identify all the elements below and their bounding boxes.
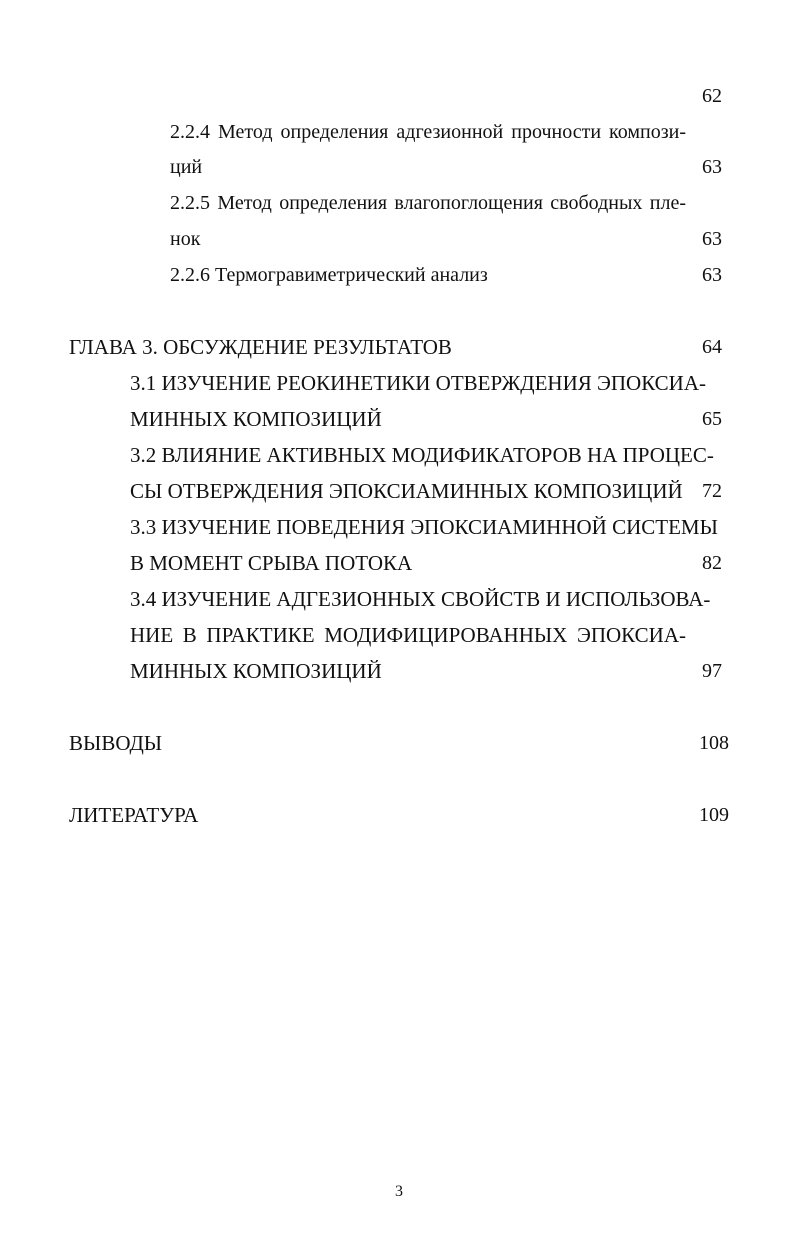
toc-entry-2-2-6: 2.2.6 Термогравиметрический анализ — [170, 264, 488, 286]
toc-chapter-3: ГЛАВА 3. ОБСУЖДЕНИЕ РЕЗУЛЬТАТОВ — [69, 335, 452, 359]
toc-entry-3-4-line2: НИЕ В ПРАКТИКЕ МОДИФИЦИРОВАННЫХ ЭПОКСИА- — [130, 623, 686, 647]
toc-page-number: 72 — [702, 480, 722, 502]
toc-entry-3-2-line1: 3.2 ВЛИЯНИЕ АКТИВНЫХ МОДИФИКАТОРОВ НА ПРОЦЕС- — [130, 443, 714, 467]
toc-page-number: 108 — [699, 732, 729, 754]
toc-entry-2-2-5-line1: 2.2.5 Метод определения влагопоглощения свободных пле- — [170, 192, 686, 214]
toc-entry-3-3-line2: В МОМЕНТ СРЫВА ПОТОКА — [130, 551, 413, 575]
toc-page-number: 63 — [702, 156, 722, 178]
toc-entry-2-2-5-line2: нок — [170, 228, 201, 250]
toc-entry-2-2-4-line2: ций — [170, 156, 203, 178]
toc-entry-3-4-line1: 3.4 ИЗУЧЕНИЕ АДГЕЗИОННЫХ СВОЙСТВ И ИСПОЛЬЗОВА- — [130, 587, 711, 611]
toc-conclusions: ВЫВОДЫ — [69, 731, 163, 755]
toc-page-number: 64 — [702, 336, 722, 358]
toc-literature: ЛИТЕРАТУРА — [69, 803, 199, 827]
toc-entry-3-2-line2: СЫ ОТВЕРЖДЕНИЯ ЭПОКСИАМИННЫХ КОМПОЗИЦИЙ — [130, 479, 683, 503]
toc-page-number: 65 — [702, 408, 722, 430]
toc-page-number: 62 — [702, 85, 722, 107]
toc-page-number: 109 — [699, 804, 729, 826]
toc-page-number: 63 — [702, 264, 722, 286]
toc-entry-3-4-line3: МИННЫХ КОМПОЗИЦИЙ — [130, 659, 382, 683]
toc-page-number: 97 — [702, 660, 722, 682]
toc-entry-3-3-line1: 3.3 ИЗУЧЕНИЕ ПОВЕДЕНИЯ ЭПОКСИАМИННОЙ СИСТЕМЫ — [130, 515, 718, 539]
toc-entry-2-2-4-line1: 2.2.4 Метод определения адгезионной прочности компози- — [170, 121, 686, 143]
toc-entry-3-1-line1: 3.1 ИЗУЧЕНИЕ РЕОКИНЕТИКИ ОТВЕРЖДЕНИЯ ЭПОКСИА- — [130, 371, 707, 395]
toc-entry-3-1-line2: МИННЫХ КОМПОЗИЦИЙ — [130, 407, 382, 431]
toc-page-number: 63 — [702, 228, 722, 250]
toc-page-number: 82 — [702, 552, 722, 574]
footer-page-number: 3 — [395, 1183, 403, 1200]
